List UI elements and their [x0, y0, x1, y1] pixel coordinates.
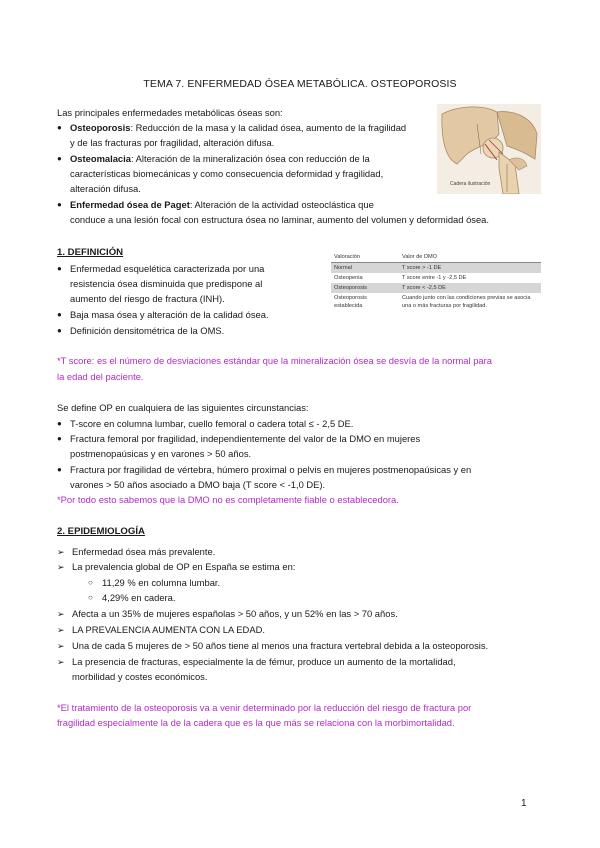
bullet: ● [57, 123, 62, 132]
bullet: ● [57, 154, 62, 163]
tscore-note: *T score: es el número de desviaciones estándar que la mineralización ósea se desvía de la normal para [57, 355, 492, 366]
definition-line: aumento del riesgo de fractura (INH). [70, 293, 225, 304]
disease-name: Osteomalacia [70, 153, 131, 164]
table-cell: Osteoporosis [331, 283, 399, 293]
bullet: ● [57, 264, 62, 273]
disease-cont: conduce a una lesión focal con estructura ósea no laminar, aumento del volumen y deformidad ósea. [70, 214, 490, 225]
arrow-bullet-icon: ➢ [57, 625, 65, 635]
op-criterion: Fractura femoral por fragilidad, independientemente del valor de la DMO en mujeres [70, 433, 421, 444]
bullet: ● [57, 310, 62, 319]
arrow-bullet-icon: ➢ [57, 657, 65, 667]
disease-paget [70, 198, 430, 213]
dmo-note: *Por todo esto sabemos que la DMO no es completamente fiable o establecedora. [57, 494, 399, 505]
op-definition-intro: Se define OP en cualquiera de las siguientes circunstancias: [57, 402, 309, 413]
table-cell: T score > -1 DE [399, 263, 541, 274]
epidemiology-subitem: 4,29% en cadera. [102, 592, 176, 603]
table-cell: T score < -2,5 DE [399, 283, 541, 293]
bullet: ● [57, 326, 62, 335]
epidemiology-item: LA PREVALENCIA AUMENTA CON LA EDAD. [72, 624, 265, 635]
image-caption: Cadera ilustración [450, 181, 491, 187]
definition-line: Definición densitométrica de la OMS. [70, 325, 225, 336]
section-heading-epidemiologia: 2. EPIDEMIOLOGÍA [57, 526, 145, 537]
table-header-row [331, 252, 541, 263]
disease-osteomalacia [70, 152, 430, 167]
table-cell: Cuando junto con las condiciones previas se asocia una o más fracturas por fragilidad. [402, 295, 531, 309]
op-criterion: Fractura por fragilidad de vértebra, húmero proximal o pelvis en mujeres postmenopaúsicas y en [70, 464, 472, 475]
definition-line: Baja masa ósea y alteración de la calidad ósea. [70, 309, 269, 320]
bullet: ● [57, 434, 62, 443]
table-cell: Osteopenia [334, 275, 363, 281]
disease-name: Enfermedad ósea de Paget [70, 199, 190, 210]
disease-cont: características biomecánicas y como consecuencia deformidad y fragilidad, [70, 168, 384, 179]
table-header-cell: Valoración [331, 252, 399, 263]
table-row [331, 273, 541, 283]
epidemiology-item: Una de cada 5 mujeres de > 50 años tiene al menos una fractura vertebral debida a la osteoporosis. [72, 640, 489, 651]
page-title: TEMA 7. ENFERMEDAD ÓSEA METABÓLICA. OSTEOPOROSIS [143, 78, 457, 90]
circle-bullet-icon: ○ [88, 593, 93, 602]
bullet: ● [57, 465, 62, 474]
table-row [331, 263, 541, 274]
disease-cont: alteración difusa. [70, 183, 141, 194]
bullet: ● [57, 419, 62, 428]
epidemiology-item-cont: morbilidad y costes económicos. [72, 671, 208, 682]
section-heading-definicion: 1. DEFINICIÓN [57, 247, 124, 258]
disease-name: Osteoporosis [70, 122, 131, 133]
definition-line: resistencia ósea disminuida que predispone al [70, 278, 263, 289]
bullet: ● [57, 200, 62, 209]
arrow-bullet-icon: ➢ [57, 562, 65, 572]
op-criterion: T-score en columna lumbar, cuello femoral o cadera total ≤ - 2,5 DE. [70, 418, 354, 429]
definition-line: Enfermedad esquelética caracterizada por una [70, 263, 265, 274]
table-header-cell: Valor de DMO [399, 252, 541, 263]
op-criterion-cont: postmenopaúsicas y en varones > 50 años. [70, 448, 252, 459]
table-cell: Osteoporosis establecida [334, 295, 367, 309]
treatment-note: fragilidad especialmente la de la cadera que es la que más se relaciona con la morbimortalidad. [57, 717, 455, 728]
table-cell: Normal [331, 263, 399, 274]
arrow-bullet-icon: ➢ [57, 641, 65, 651]
tscore-note: la edad del paciente. [57, 371, 144, 382]
disease-cont: y de las fracturas por fragilidad, alteración difusa. [70, 137, 275, 148]
disease-osteoporosis [70, 121, 430, 136]
circle-bullet-icon: ○ [88, 578, 93, 587]
epidemiology-item: La presencia de fracturas, especialmente la de fémur, produce un aumento de la mortalidad, [72, 656, 456, 667]
table-cell: T score entre -1 y -2,5 DE [402, 275, 467, 281]
arrow-bullet-icon: ➢ [57, 547, 65, 557]
table-row [331, 293, 541, 311]
disease-text: : Alteración de la mineralización ósea con reducción de la [130, 153, 370, 164]
op-criterion-cont: varones > 50 años asociado a DMO baja (T score < -1,0 DE). [70, 479, 326, 490]
disease-text: : Alteración de la actividad osteoclástica que [189, 199, 374, 210]
table-row [331, 283, 541, 293]
intro-text: Las principales enfermedades metabólicas óseas son: [57, 107, 283, 118]
arrow-bullet-icon: ➢ [57, 609, 65, 619]
dmo-table [331, 252, 541, 311]
disease-text: : Reducción de la masa y la calidad ósea, aumento de la fragilidad [130, 122, 407, 133]
epidemiology-item: La prevalencia global de OP en España se estima en: [72, 561, 296, 572]
epidemiology-item: Enfermedad ósea más prevalente. [72, 546, 216, 557]
treatment-note: *El tratamiento de la osteoporosis va a venir determinado por la reducción del riesgo de fractura por [57, 702, 472, 713]
epidemiology-item: Afecta a un 35% de mujeres españolas > 50 años, y un 52% en las > 70 años. [72, 608, 398, 619]
epidemiology-subitem: 11,29 % en columna lumbar. [102, 577, 221, 588]
page-number: 1 [521, 798, 527, 809]
